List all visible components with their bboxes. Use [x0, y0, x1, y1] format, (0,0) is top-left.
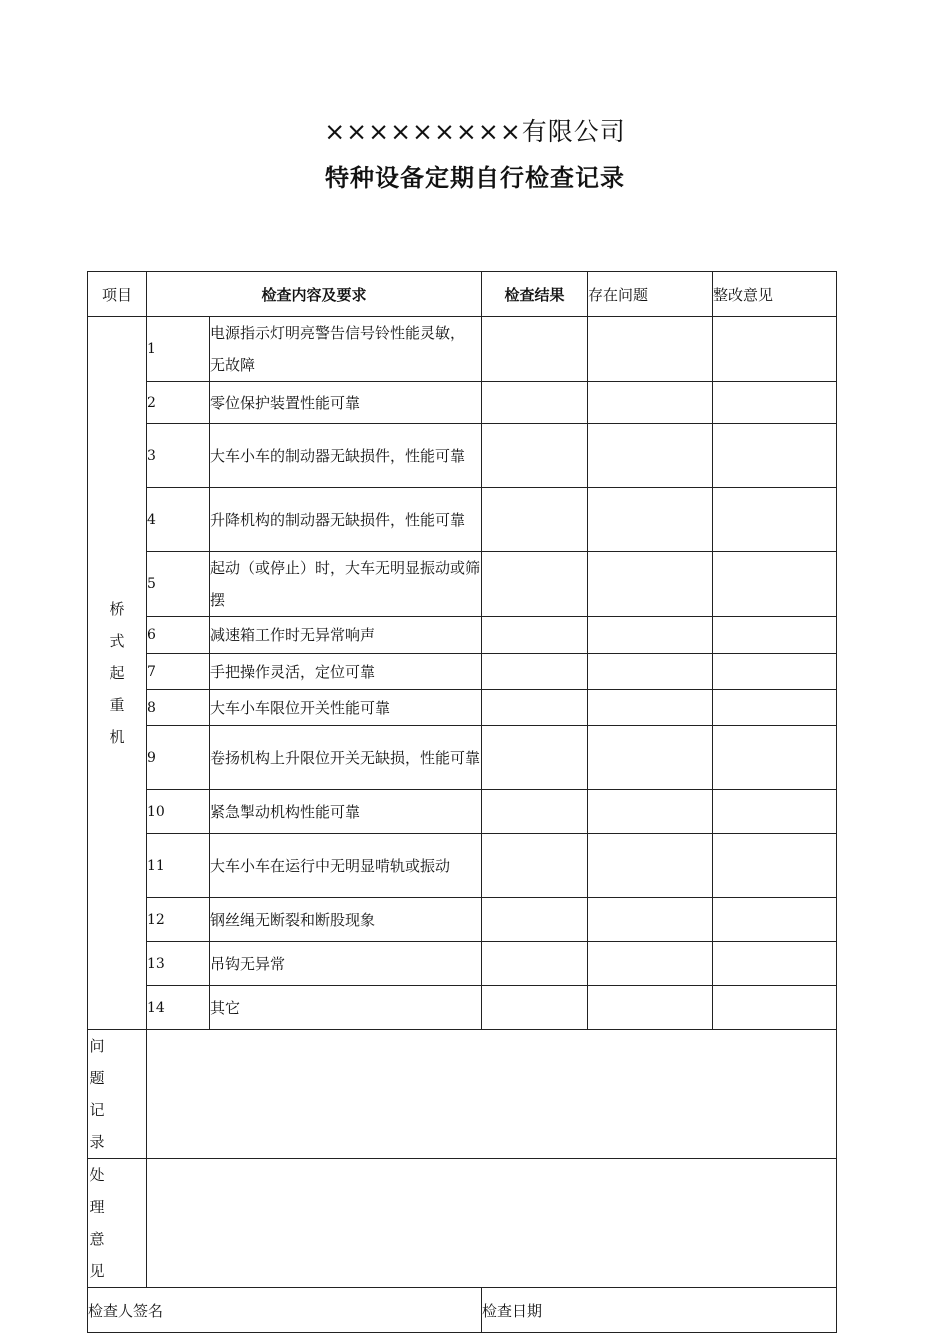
handling-opinion-row — [88, 1159, 837, 1288]
result-cell[interactable] — [482, 552, 588, 617]
row-number: 13 — [147, 942, 210, 986]
table-row — [88, 898, 837, 942]
rectify-cell[interactable] — [713, 790, 837, 834]
result-cell[interactable] — [482, 382, 588, 424]
table-row — [88, 382, 837, 424]
row-content: 电源指示灯明亮警告信号铃性能灵敏， 无故障 — [210, 317, 482, 382]
signature-row — [88, 1288, 837, 1333]
table-row — [88, 790, 837, 834]
problem-record-field[interactable] — [147, 1030, 837, 1159]
problem-cell[interactable] — [588, 898, 713, 942]
row-content: 升降机构的制动器无缺损件，性能可靠 — [210, 488, 482, 552]
row-content: 其它 — [210, 986, 482, 1030]
document-title: 特种设备定期自行检查记录 — [325, 164, 625, 192]
rectify-cell[interactable] — [713, 424, 837, 488]
row-number: 12 — [147, 898, 210, 942]
equipment-label-cell — [88, 317, 147, 1030]
rectify-cell[interactable] — [713, 654, 837, 690]
problem-cell[interactable] — [588, 552, 713, 617]
table-row — [88, 424, 837, 488]
problem-cell[interactable] — [588, 690, 713, 726]
row-number: 4 — [147, 488, 210, 552]
rectify-cell[interactable] — [713, 942, 837, 986]
row-content: 紧急掣动机构性能可靠 — [210, 790, 482, 834]
result-cell[interactable] — [482, 617, 588, 654]
result-cell[interactable] — [482, 654, 588, 690]
row-number: 1 — [147, 317, 210, 382]
row-number: 10 — [147, 790, 210, 834]
row-content: 手把操作灵活，定位可靠 — [210, 654, 482, 690]
rectify-cell[interactable] — [713, 898, 837, 942]
problem-record-label-cell — [88, 1030, 147, 1159]
row-content: 减速箱工作时无异常响声 — [210, 617, 482, 654]
row-number: 9 — [147, 726, 210, 790]
table-row — [88, 942, 837, 986]
table-row — [88, 690, 837, 726]
row-content: 卷扬机构上升限位开关无缺损，性能可靠 — [210, 726, 482, 790]
problem-cell[interactable] — [588, 654, 713, 690]
rectify-cell[interactable] — [713, 317, 837, 382]
row-content: 吊钩无异常 — [210, 942, 482, 986]
problem-cell[interactable] — [588, 790, 713, 834]
result-cell[interactable] — [482, 726, 588, 790]
problem-cell[interactable] — [588, 317, 713, 382]
table-row — [88, 488, 837, 552]
rectify-cell[interactable] — [713, 382, 837, 424]
problem-cell[interactable] — [588, 382, 713, 424]
company-name: ×××××××××有限公司 — [324, 117, 626, 146]
rectify-cell[interactable] — [713, 834, 837, 898]
table-row — [88, 617, 837, 654]
inspection-record-table — [87, 271, 837, 1333]
rectify-cell[interactable] — [713, 986, 837, 1030]
table-header-row — [88, 272, 837, 317]
row-number: 5 — [147, 552, 210, 617]
handling-opinion-field[interactable] — [147, 1159, 837, 1288]
row-number: 8 — [147, 690, 210, 726]
row-number: 3 — [147, 424, 210, 488]
header-item: 项目 — [88, 272, 147, 317]
row-content: 零位保护装置性能可靠 — [210, 382, 482, 424]
result-cell[interactable] — [482, 942, 588, 986]
result-cell[interactable] — [482, 790, 588, 834]
header-content: 检查内容及要求 — [147, 272, 482, 317]
handling-opinion-label: 处理意见 — [89, 1166, 105, 1280]
row-number: 2 — [147, 382, 210, 424]
rectify-cell[interactable] — [713, 488, 837, 552]
rectify-cell[interactable] — [713, 552, 837, 617]
result-cell[interactable] — [482, 317, 588, 382]
problem-cell[interactable] — [588, 834, 713, 898]
problem-cell[interactable] — [588, 726, 713, 790]
problem-cell[interactable] — [588, 942, 713, 986]
problem-cell[interactable] — [588, 986, 713, 1030]
table-row — [88, 726, 837, 790]
table-row — [88, 317, 837, 382]
inspector-signature-label[interactable]: 检查人签名 — [88, 1288, 482, 1333]
table-row — [88, 834, 837, 898]
result-cell[interactable] — [482, 986, 588, 1030]
result-cell[interactable] — [482, 488, 588, 552]
row-number: 14 — [147, 986, 210, 1030]
row-number: 11 — [147, 834, 210, 898]
rectify-cell[interactable] — [713, 690, 837, 726]
equipment-label: 桥式起重机 — [109, 600, 125, 746]
table-row — [88, 552, 837, 617]
problem-cell[interactable] — [588, 617, 713, 654]
result-cell[interactable] — [482, 690, 588, 726]
problem-cell[interactable] — [588, 488, 713, 552]
row-content: 钢丝绳无断裂和断股现象 — [210, 898, 482, 942]
inspection-date-label[interactable]: 检查日期 — [482, 1288, 837, 1333]
rectify-cell[interactable] — [713, 726, 837, 790]
problem-record-label: 问题记录 — [89, 1037, 105, 1151]
rectify-cell[interactable] — [713, 617, 837, 654]
row-content: 大车小车在运行中无明显啃轨或振动 — [210, 834, 482, 898]
table-row — [88, 654, 837, 690]
header-problem: 存在问题 — [588, 272, 713, 317]
problem-cell[interactable] — [588, 424, 713, 488]
row-content: 大车小车限位开关性能可靠 — [210, 690, 482, 726]
row-content: 起动（或停止）时，大车无明显振动或筛摆 — [210, 552, 482, 617]
row-content: 大车小车的制动器无缺损件，性能可靠 — [210, 424, 482, 488]
table-row — [88, 986, 837, 1030]
row-number: 7 — [147, 654, 210, 690]
header-result: 检查结果 — [482, 272, 588, 317]
result-cell[interactable] — [482, 834, 588, 898]
result-cell[interactable] — [482, 898, 588, 942]
row-number: 6 — [147, 617, 210, 654]
header-rectify: 整改意见 — [713, 272, 837, 317]
result-cell[interactable] — [482, 424, 588, 488]
problem-record-row — [88, 1030, 837, 1159]
handling-opinion-label-cell — [88, 1159, 147, 1288]
